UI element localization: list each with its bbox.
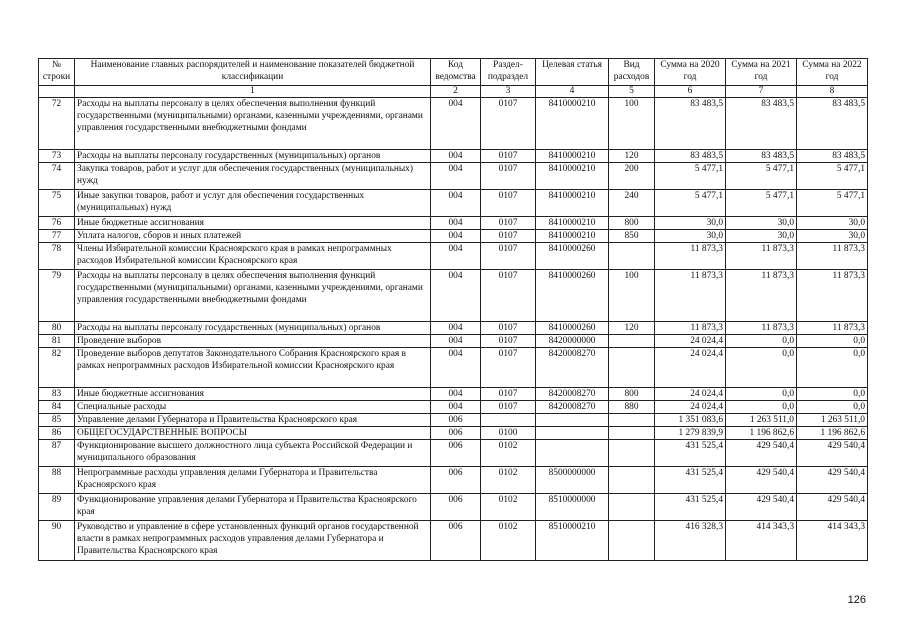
row-section: 0107 (481, 335, 536, 348)
row-sum-2022: 429 540,4 (797, 494, 868, 521)
header-sum-2022: Сумма на 2022 год (797, 59, 868, 86)
row-number: 81 (39, 335, 75, 348)
row-name: Проведение выборов депутатов Законодательного Собрания Красноярского края в рамках непрограммных расходов Избирательной комиссии Красноярского края (75, 348, 431, 388)
row-sum-2021: 0,0 (726, 388, 797, 401)
header-expense-type: Вид расходов (609, 59, 655, 86)
row-section (481, 414, 536, 427)
row-sum-2022: 83 483,5 (797, 150, 868, 163)
row-dept-code: 004 (431, 348, 481, 388)
row-target-article: 8510000210 (536, 521, 609, 561)
column-number: 7 (726, 86, 797, 98)
row-number: 78 (39, 243, 75, 270)
page-number: 126 (847, 594, 866, 606)
row-expense-type: 850 (609, 230, 655, 243)
row-target-article: 8410000260 (536, 322, 609, 335)
row-sum-2021: 83 483,5 (726, 98, 797, 150)
row-dept-code: 006 (431, 467, 481, 494)
row-expense-type (609, 414, 655, 427)
row-section: 0107 (481, 270, 536, 322)
row-sum-2022: 429 540,4 (797, 467, 868, 494)
row-target-article: 8420008270 (536, 401, 609, 414)
row-sum-2022: 0,0 (797, 335, 868, 348)
row-name: Закупка товаров, работ и услуг для обеспечения государственных (муниципальных) нужд (75, 163, 431, 190)
row-sum-2021: 0,0 (726, 401, 797, 414)
row-target-article: 8410000210 (536, 163, 609, 190)
row-sum-2021: 11 873,3 (726, 243, 797, 270)
row-number: 85 (39, 414, 75, 427)
row-expense-type (609, 243, 655, 270)
row-sum-2020: 24 024,4 (655, 401, 726, 414)
row-sum-2021: 429 540,4 (726, 440, 797, 467)
row-dept-code: 004 (431, 230, 481, 243)
row-section: 0107 (481, 190, 536, 217)
row-sum-2022: 5 477,1 (797, 190, 868, 217)
column-numbering-row (39, 86, 868, 98)
row-sum-2021: 30,0 (726, 217, 797, 230)
table-row (39, 190, 868, 217)
row-section: 0107 (481, 150, 536, 163)
row-sum-2020: 1 279 839,9 (655, 427, 726, 440)
row-sum-2021: 0,0 (726, 335, 797, 348)
row-target-article: 8510000000 (536, 494, 609, 521)
row-sum-2022: 11 873,3 (797, 243, 868, 270)
row-target-article: 8410000210 (536, 150, 609, 163)
budget-table (38, 58, 868, 561)
row-name: Уплата налогов, сборов и иных платежей (75, 230, 431, 243)
row-number: 83 (39, 388, 75, 401)
row-dept-code: 004 (431, 150, 481, 163)
row-dept-code: 006 (431, 494, 481, 521)
row-number: 74 (39, 163, 75, 190)
table-row (39, 467, 868, 494)
row-number: 75 (39, 190, 75, 217)
table-row (39, 414, 868, 427)
table-row (39, 98, 868, 150)
row-sum-2022: 1 196 862,6 (797, 427, 868, 440)
row-section: 0102 (481, 467, 536, 494)
row-expense-type: 100 (609, 98, 655, 150)
table-row (39, 270, 868, 322)
row-target-article: 8410000210 (536, 190, 609, 217)
row-sum-2020: 431 525,4 (655, 467, 726, 494)
row-sum-2020: 83 483,5 (655, 150, 726, 163)
row-name: Непрограммные расходы управления делами Губернатора и Правительства Красноярского края (75, 467, 431, 494)
table-body (39, 98, 868, 561)
row-name: Руководство и управление в сфере установленных функций органов государственной власти в рамках непрограммных расходов управления делами Губернатора и Правительства Красноярского края (75, 521, 431, 561)
row-sum-2021: 0,0 (726, 348, 797, 388)
row-name: ОБЩЕГОСУДАРСТВЕННЫЕ ВОПРОСЫ (75, 427, 431, 440)
row-sum-2020: 1 351 083,6 (655, 414, 726, 427)
row-name: Иные бюджетные ассигнования (75, 388, 431, 401)
table-row (39, 150, 868, 163)
row-section: 0107 (481, 322, 536, 335)
table-row (39, 494, 868, 521)
table-row (39, 348, 868, 388)
column-number: 5 (609, 86, 655, 98)
row-sum-2021: 11 873,3 (726, 270, 797, 322)
row-dept-code: 004 (431, 243, 481, 270)
row-sum-2020: 30,0 (655, 217, 726, 230)
row-sum-2020: 11 873,3 (655, 322, 726, 335)
header-name: Наименование главных распорядителей и наименование показателей бюджетной классификации (75, 59, 431, 86)
row-expense-type (609, 494, 655, 521)
row-sum-2020: 5 477,1 (655, 190, 726, 217)
row-expense-type: 120 (609, 150, 655, 163)
row-name: Расходы на выплаты персоналу государственных (муниципальных) органов (75, 150, 431, 163)
row-target-article (536, 427, 609, 440)
column-number: 3 (481, 86, 536, 98)
row-sum-2022: 414 343,3 (797, 521, 868, 561)
column-number: 2 (431, 86, 481, 98)
row-target-article: 8410000210 (536, 98, 609, 150)
row-name: Управление делами Губернатора и Правительства Красноярского края (75, 414, 431, 427)
header-row-number: № строки (39, 59, 75, 86)
row-name: Расходы на выплаты персоналу государственных (муниципальных) органов (75, 322, 431, 335)
row-number: 77 (39, 230, 75, 243)
row-dept-code: 006 (431, 521, 481, 561)
row-sum-2020: 83 483,5 (655, 98, 726, 150)
row-sum-2020: 431 525,4 (655, 440, 726, 467)
row-number: 89 (39, 494, 75, 521)
row-section: 0107 (481, 388, 536, 401)
row-sum-2022: 30,0 (797, 230, 868, 243)
row-sum-2022: 11 873,3 (797, 322, 868, 335)
row-sum-2021: 5 477,1 (726, 190, 797, 217)
row-sum-2020: 24 024,4 (655, 388, 726, 401)
row-target-article (536, 440, 609, 467)
row-dept-code: 004 (431, 98, 481, 150)
row-number: 79 (39, 270, 75, 322)
row-target-article: 8500000000 (536, 467, 609, 494)
row-dept-code: 006 (431, 414, 481, 427)
row-name: Расходы на выплаты персоналу в целях обеспечения выполнения функций государственными (муниципальными) органами, казенными учреждениями, органами управления государственными внебюджетными фондами (75, 270, 431, 322)
row-number: 80 (39, 322, 75, 335)
row-dept-code: 004 (431, 217, 481, 230)
row-section: 0107 (481, 98, 536, 150)
row-number: 72 (39, 98, 75, 150)
row-expense-type: 800 (609, 217, 655, 230)
row-section: 0102 (481, 440, 536, 467)
row-name: Функционирование высшего должностного лица субъекта Российской Федерации и муниципального образования (75, 440, 431, 467)
row-sum-2022: 11 873,3 (797, 270, 868, 322)
row-sum-2021: 1 263 511,0 (726, 414, 797, 427)
header-sum-2020: Сумма на 2020 год (655, 59, 726, 86)
table-row (39, 401, 868, 414)
row-expense-type: 240 (609, 190, 655, 217)
table-row (39, 521, 868, 561)
table-row (39, 427, 868, 440)
row-sum-2022: 5 477,1 (797, 163, 868, 190)
row-expense-type (609, 440, 655, 467)
row-dept-code: 004 (431, 270, 481, 322)
row-sum-2022: 30,0 (797, 217, 868, 230)
row-target-article: 8410000260 (536, 270, 609, 322)
header-section: Раздел-подраздел (481, 59, 536, 86)
row-section: 0107 (481, 243, 536, 270)
row-number: 82 (39, 348, 75, 388)
row-expense-type: 200 (609, 163, 655, 190)
row-number: 76 (39, 217, 75, 230)
row-expense-type: 100 (609, 270, 655, 322)
row-sum-2020: 24 024,4 (655, 348, 726, 388)
row-sum-2022: 1 263 511,0 (797, 414, 868, 427)
row-section: 0107 (481, 401, 536, 414)
row-sum-2021: 429 540,4 (726, 467, 797, 494)
row-number: 88 (39, 467, 75, 494)
header-target-article: Целевая статья (536, 59, 609, 86)
row-name: Иные бюджетные ассигнования (75, 217, 431, 230)
row-target-article: 8410000210 (536, 230, 609, 243)
row-expense-type: 120 (609, 322, 655, 335)
row-sum-2021: 414 343,3 (726, 521, 797, 561)
row-expense-type (609, 467, 655, 494)
row-section: 0107 (481, 348, 536, 388)
column-number (39, 86, 75, 98)
row-sum-2022: 0,0 (797, 348, 868, 388)
table-row (39, 230, 868, 243)
row-sum-2020: 5 477,1 (655, 163, 726, 190)
row-target-article (536, 414, 609, 427)
row-name: Иные закупки товаров, работ и услуг для обеспечения государственных (муниципальных) нужд (75, 190, 431, 217)
row-expense-type (609, 427, 655, 440)
row-dept-code: 004 (431, 401, 481, 414)
column-number: 4 (536, 86, 609, 98)
row-sum-2021: 83 483,5 (726, 150, 797, 163)
column-number: 6 (655, 86, 726, 98)
row-section: 0102 (481, 494, 536, 521)
column-number: 1 (75, 86, 431, 98)
row-sum-2020: 11 873,3 (655, 243, 726, 270)
row-dept-code: 004 (431, 388, 481, 401)
header-dept-code: Код ведомства (431, 59, 481, 86)
column-number: 8 (797, 86, 868, 98)
row-target-article: 8410000260 (536, 243, 609, 270)
row-expense-type (609, 521, 655, 561)
row-sum-2020: 24 024,4 (655, 335, 726, 348)
row-section: 0107 (481, 217, 536, 230)
row-section: 0107 (481, 230, 536, 243)
row-expense-type: 880 (609, 401, 655, 414)
table-row (39, 322, 868, 335)
table-row (39, 217, 868, 230)
row-name: Расходы на выплаты персоналу в целях обеспечения выполнения функций государственными (муниципальными) органами, казенными учреждениями, органами управления государственными внебюджетными фондами (75, 98, 431, 150)
row-sum-2022: 0,0 (797, 401, 868, 414)
row-number: 87 (39, 440, 75, 467)
row-target-article: 8420008270 (536, 388, 609, 401)
table-row (39, 163, 868, 190)
row-section: 0107 (481, 163, 536, 190)
table-row (39, 388, 868, 401)
row-sum-2021: 5 477,1 (726, 163, 797, 190)
row-sum-2021: 11 873,3 (726, 322, 797, 335)
row-number: 90 (39, 521, 75, 561)
row-dept-code: 006 (431, 427, 481, 440)
row-name: Члены Избирательной комиссии Красноярского края в рамках непрограммных расходов Избирательной комиссии Красноярского края (75, 243, 431, 270)
table-row (39, 335, 868, 348)
row-number: 86 (39, 427, 75, 440)
row-dept-code: 004 (431, 163, 481, 190)
row-target-article: 8420008270 (536, 348, 609, 388)
row-dept-code: 004 (431, 322, 481, 335)
row-number: 73 (39, 150, 75, 163)
row-expense-type (609, 335, 655, 348)
row-sum-2021: 30,0 (726, 230, 797, 243)
row-name: Специальные расходы (75, 401, 431, 414)
row-target-article: 8410000210 (536, 217, 609, 230)
row-name: Функционирование управления делами Губернатора и Правительства Красноярского края (75, 494, 431, 521)
row-sum-2022: 83 483,5 (797, 98, 868, 150)
row-expense-type: 800 (609, 388, 655, 401)
row-sum-2020: 11 873,3 (655, 270, 726, 322)
row-section: 0102 (481, 521, 536, 561)
table-row (39, 243, 868, 270)
header-sum-2021: Сумма на 2021 год (726, 59, 797, 86)
row-sum-2020: 416 328,3 (655, 521, 726, 561)
table-row (39, 440, 868, 467)
row-dept-code: 006 (431, 440, 481, 467)
row-number: 84 (39, 401, 75, 414)
row-expense-type (609, 348, 655, 388)
row-sum-2020: 30,0 (655, 230, 726, 243)
row-target-article: 8420000000 (536, 335, 609, 348)
row-dept-code: 004 (431, 190, 481, 217)
row-dept-code: 004 (431, 335, 481, 348)
row-sum-2022: 429 540,4 (797, 440, 868, 467)
row-sum-2020: 431 525,4 (655, 494, 726, 521)
row-name: Проведение выборов (75, 335, 431, 348)
row-sum-2021: 1 196 862,6 (726, 427, 797, 440)
table-header (39, 59, 868, 98)
row-section: 0100 (481, 427, 536, 440)
row-sum-2022: 0,0 (797, 388, 868, 401)
row-sum-2021: 429 540,4 (726, 494, 797, 521)
